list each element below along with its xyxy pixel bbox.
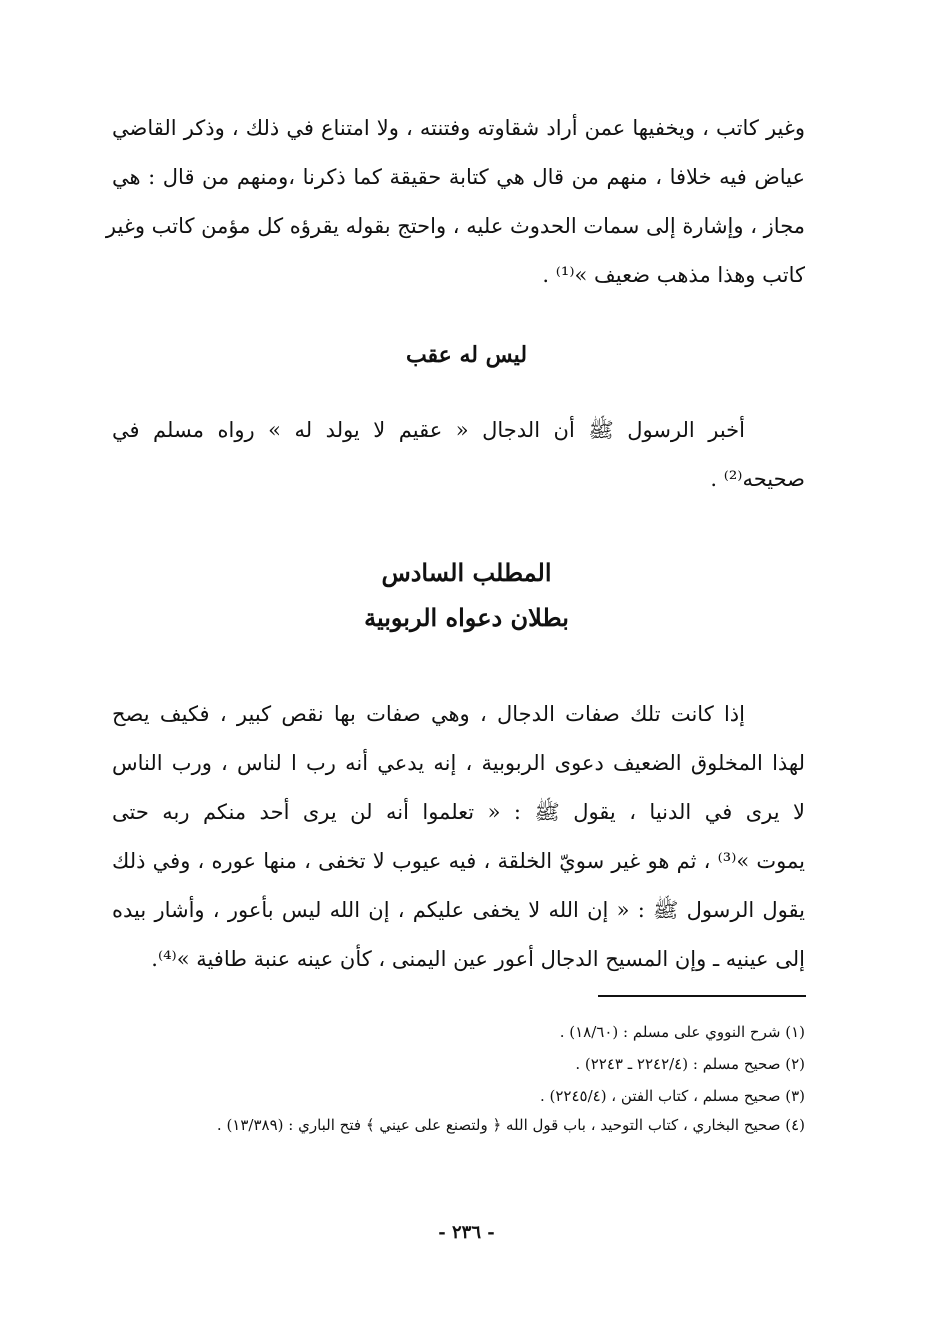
paragraph-line: أخبر الرسول ﷺ أن الدجال « عقيم لا يولد له » رواه مسلم في (112, 418, 745, 442)
paragraph-1 (105, 104, 805, 300)
paragraph-line: صحيحه⁽²⁾ . (710, 467, 805, 491)
paragraph-line: مجاز ، وإشارة إلى سمات الحدوث عليه ، واحتج بقوله يقرؤه كل مؤمن كاتب وغير (105, 214, 805, 238)
paragraph-2 (112, 406, 745, 455)
paragraph-line: لهذا المخلوق الضعيف دعوى الربوبية ، إنه يدعي أنه رب ا لناس ، ورب الناس (112, 751, 805, 775)
section-subtitle: بطلان دعواه الربوبية (364, 603, 569, 632)
paragraph-line: إلى عينيه ـ وإن المسيح الدجال أعور عين اليمنى ، كأن عينه عنبة طافية »⁽⁴⁾. (151, 947, 805, 971)
paragraph-3 (112, 739, 805, 984)
paragraph-line: يموت »⁽³⁾ ، ثم هو غير سويّ الخلقة ، فيه عيوب لا تخفى ، منها عوره ، وفي ذلك (112, 849, 805, 873)
footnote-3: (٣) صحيح مسلم ، كتاب الفتن ، (٢٢٤٥/٤) . (539, 1087, 805, 1105)
footnote-2: (٢) صحيح مسلم : (٢٢٤٢/٤ ـ ٢٢٤٣) . (575, 1055, 805, 1073)
paragraph-line: إذا كانت تلك صفات الدجال ، وهي صفات بها نقص كبير ، فكيف يصح (112, 702, 745, 726)
paragraph-2-continued (112, 455, 805, 504)
paragraph-line: عياض فيه خلافا ، منهم من قال هي كتابة حقيقة كما ذكرنا ،ومنهم من قال : هي (112, 165, 805, 189)
paragraph-line: وغير كاتب ، ويخفيها عمن أراد شقاوته وفتنته ، ولا امتناع في ذلك ، وذكر القاضي (112, 116, 805, 140)
paragraph-line: لا يرى في الدنيا ، يقول ﷺ : « تعلموا أنه لن يرى أحد منكم ربه حتى (112, 800, 805, 824)
footnote-divider (598, 995, 806, 997)
footnote-1: (١) شرح النووي على مسلم : (١٨/٦٠) . (559, 1023, 805, 1041)
footnotes (170, 1016, 805, 1138)
paragraph-line: كاتب وهذا مذهب ضعيف »⁽¹⁾ . (542, 263, 805, 287)
footnote-4: (٤) صحيح البخاري ، كتاب التوحيد ، باب قول الله ﴿ ولتصنع على عيني ﴾ فتح الباري : (١٣/٣٨٩) . (216, 1116, 805, 1134)
heading-no-offspring: ليس له عقب (405, 342, 528, 368)
paragraph-3-first (112, 690, 745, 739)
section-title: المطلب السادس (381, 558, 552, 587)
paragraph-line: يقول الرسول ﷺ : « إن الله لا يخفى عليكم ، إن الله ليس بأعور ، وأشار بيده (112, 898, 805, 922)
page-number: - ٢٣٦ - (438, 1222, 495, 1243)
